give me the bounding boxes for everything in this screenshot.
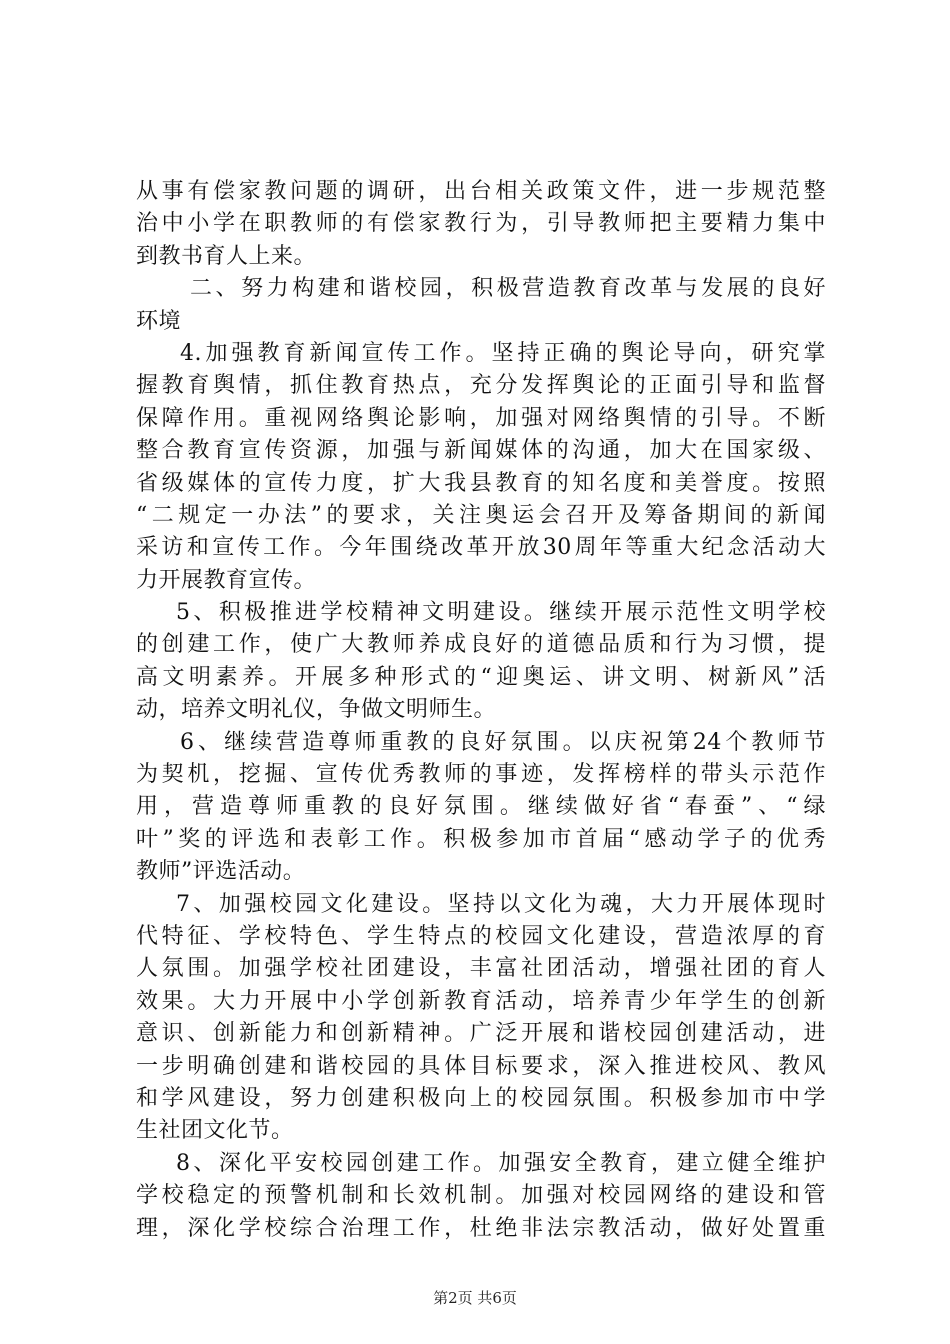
text-line: 生社团文化节。 [136,1118,294,1144]
text-line: 人氛围。加强学校社团建设，丰富社团活动，增强社团的育人 [136,956,826,982]
section-heading-continued: 环境 [136,308,182,334]
text-line: 一步明确创建和谐校园的具体目标要求，深入推进校风、教风 [136,1053,826,1079]
text-line: 力开展教育宣传。 [136,567,317,593]
text-line: 到教书育人上来。 [136,243,317,269]
text-line: 采访和宣传工作。今年围绕改革开放30周年等重大纪念活动大 [136,535,826,561]
text-line: 效果。大力开展中小学创新教育活动，培养青少年学生的创新 [136,988,826,1014]
text-line: 高文明素养。开展多种形式的“迎奥运、讲文明、树新风”活 [136,664,826,690]
text-line: 治中小学在职教师的有偿家教行为，引导教师把主要精力集中 [136,211,826,237]
text-line: 叶”奖的评选和表彰工作。积极参加市首届“感动学子的优秀 [136,826,826,852]
text-line: 动，培养文明礼仪，争做文明师生。 [136,697,497,723]
text-line: 的创建工作，使广大教师养成良好的道德品质和行为习惯，提 [136,632,826,658]
body-text [136,176,826,1245]
text-line: 教师”评选活动。 [136,859,306,885]
text-line: 整合教育宣传资源，加强与新闻媒体的沟通，加大在国家级、 [136,438,826,464]
text-line: 意识、创新能力和创新精神。广泛开展和谐校园创建活动，进 [136,1021,826,1047]
text-line: 4.加强教育新闻宣传工作。坚持正确的舆论导向，研究掌 [180,340,826,366]
text-line: 从事有偿家教问题的调研，出台相关政策文件，进一步规范整 [136,179,826,204]
text-line: 握教育舆情，抓住教育热点，充分发挥舆论的正面引导和监督 [136,373,826,399]
text-line: 8、深化平安校园创建工作。加强安全教育，建立健全维护 [176,1150,826,1176]
text-line: 5、积极推进学校精神文明建设。继续开展示范性文明学校 [176,600,826,626]
page-footer: 第2页 共6页 [433,1289,517,1307]
text-line: 7、加强校园文化建设。坚持以文化为魂，大力开展体现时 [176,891,826,917]
text-line: 和学风建设，努力创建积极向上的校园氛围。积极参加市中学 [136,1085,826,1111]
text-line: 省级媒体的宣传力度，扩大我县教育的知名度和美誉度。按照 [136,470,826,496]
text-line: 保障作用。重视网络舆论影响，加强对网络舆情的引导。不断 [136,405,826,431]
text-line: 代特征、学校特色、学生特点的校园文化建设，营造浓厚的育 [136,923,826,949]
text-line: 用，营造尊师重教的良好氛围。继续做好省“春蚕”、“绿 [136,794,826,820]
text-line: 6、继续营造尊师重教的良好氛围。以庆祝第24个教师节 [180,729,826,755]
text-line: 为契机，挖掘、宣传优秀教师的事迹，发挥榜样的带头示范作 [136,762,826,788]
section-heading: 二、努力构建和谐校园，积极营造教育改革与发展的良好 [190,276,826,302]
text-line: 理，深化学校综合治理工作，杜绝非法宗教活动，做好处置重 [136,1215,826,1241]
text-line: 学校稳定的预警机制和长效机制。加强对校园网络的建设和管 [136,1183,826,1209]
text-line: “二规定一办法”的要求，关注奥运会召开及筹备期间的新闻 [136,502,826,528]
